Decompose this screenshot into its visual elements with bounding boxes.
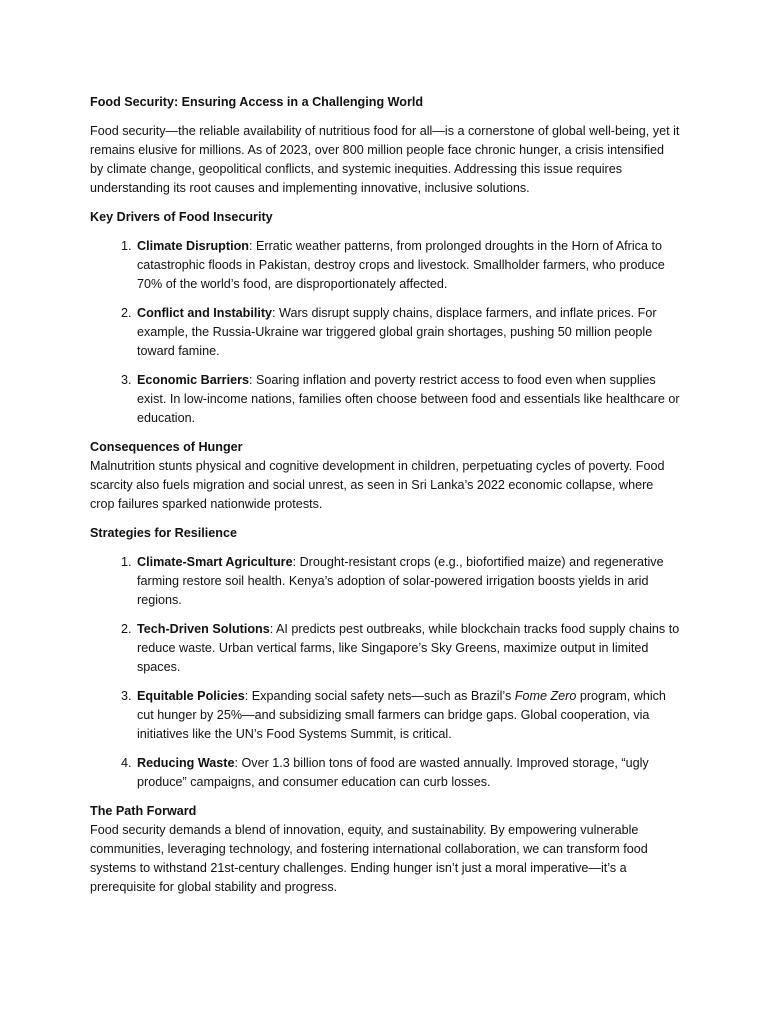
- list-item-text: : Expanding social safety nets—such as Brazil’s: [244, 689, 515, 703]
- section-heading-drivers: Key Drivers of Food Insecurity: [90, 210, 273, 224]
- list-item: [135, 754, 680, 792]
- list-item-text: : Erratic weather patterns, from prolonged droughts in the Horn of Africa to catastrophic floods in Pakistan, destroy crops and livestock. Smallholder farmers, who produce 70% of the world’s food, are disproportionately affected.: [137, 239, 665, 291]
- document-page: [90, 93, 680, 907]
- list-item-term: Reducing Waste: [137, 756, 235, 770]
- list-item-text: : AI predicts pest outbreaks, while blockchain tracks food supply chains to reduce waste. Urban vertical farms, like Singapore’s Sky Greens, maximize output in limited spaces.: [137, 622, 680, 674]
- list-item-text: : Wars disrupt supply chains, displace farmers, and inflate prices. For example, the Russia-Ukraine war triggered global grain shortages, pushing 50 million people toward famine.: [137, 306, 657, 358]
- list-item-term: Climate Disruption: [137, 239, 249, 253]
- list-item-term: Equitable Policies: [137, 689, 245, 703]
- list-item: [135, 687, 680, 744]
- list-item-text: : Over 1.3 billion tons of food are wasted annually. Improved storage, “ugly produce” campaigns, and consumer education can curb losses.: [137, 756, 649, 789]
- section-heading-consequences: Consequences of Hunger: [90, 440, 243, 454]
- list-item-term: Economic Barriers: [137, 373, 249, 387]
- list-item-term: Climate-Smart Agriculture: [137, 555, 293, 569]
- document-title: Food Security: Ensuring Access in a Challenging World: [90, 95, 424, 109]
- list-item: [135, 304, 680, 361]
- list-item-text: : Drought-resistant crops (e.g., biofortified maize) and regenerative farming restore soil health. Kenya’s adoption of solar-powered irrigation boosts yields in arid regions.: [137, 555, 664, 607]
- list-item-text: program, which cut hunger by 25%—and subsidizing small farmers can bridge gaps. Global cooperation, via initiatives like the UN’s Food Systems Summit, is critical.: [137, 689, 666, 741]
- drivers-list: [90, 237, 680, 428]
- section-heading-strategies: Strategies for Resilience: [90, 526, 237, 540]
- list-item: [135, 237, 680, 294]
- section-heading-path-forward: The Path Forward: [90, 804, 197, 818]
- list-item: [135, 553, 680, 610]
- intro-paragraph: Food security—the reliable availability of nutritious food for all—is a cornerstone of global well-being, yet it remains elusive for millions. As of 2023, over 800 million people face chronic hunger, a crisis intensified by climate change, geopolitical conflicts, and systemic inequities. Addressing this issue requires understanding its root causes and implementing innovative, inclusive solutions.: [90, 124, 680, 195]
- list-item: [135, 371, 680, 428]
- list-item: [135, 620, 680, 677]
- list-item-text: : Soaring inflation and poverty restrict access to food even when supplies exist. In low-income nations, families often choose between food and essentials like healthcare or education.: [137, 373, 680, 425]
- strategies-list: [90, 553, 680, 792]
- list-item-term: Tech-Driven Solutions: [137, 622, 270, 636]
- list-item-term: Conflict and Instability: [137, 306, 273, 320]
- program-name-emphasis: Fome Zero: [514, 689, 577, 703]
- consequences-paragraph: Malnutrition stunts physical and cognitive development in children, perpetuating cycles of poverty. Food scarcity also fuels migration and social unrest, as seen in Sri Lanka’s 2022 economic collapse, where crop failures sparked nationwide protests.: [90, 459, 665, 511]
- path-forward-paragraph: Food security demands a blend of innovation, equity, and sustainability. By empowering vulnerable communities, leveraging technology, and fostering international collaboration, we can transform food systems to withstand 21st-century challenges. Ending hunger isn’t just a moral imperative—it’s a prerequisite for global stability and progress.: [90, 823, 648, 894]
